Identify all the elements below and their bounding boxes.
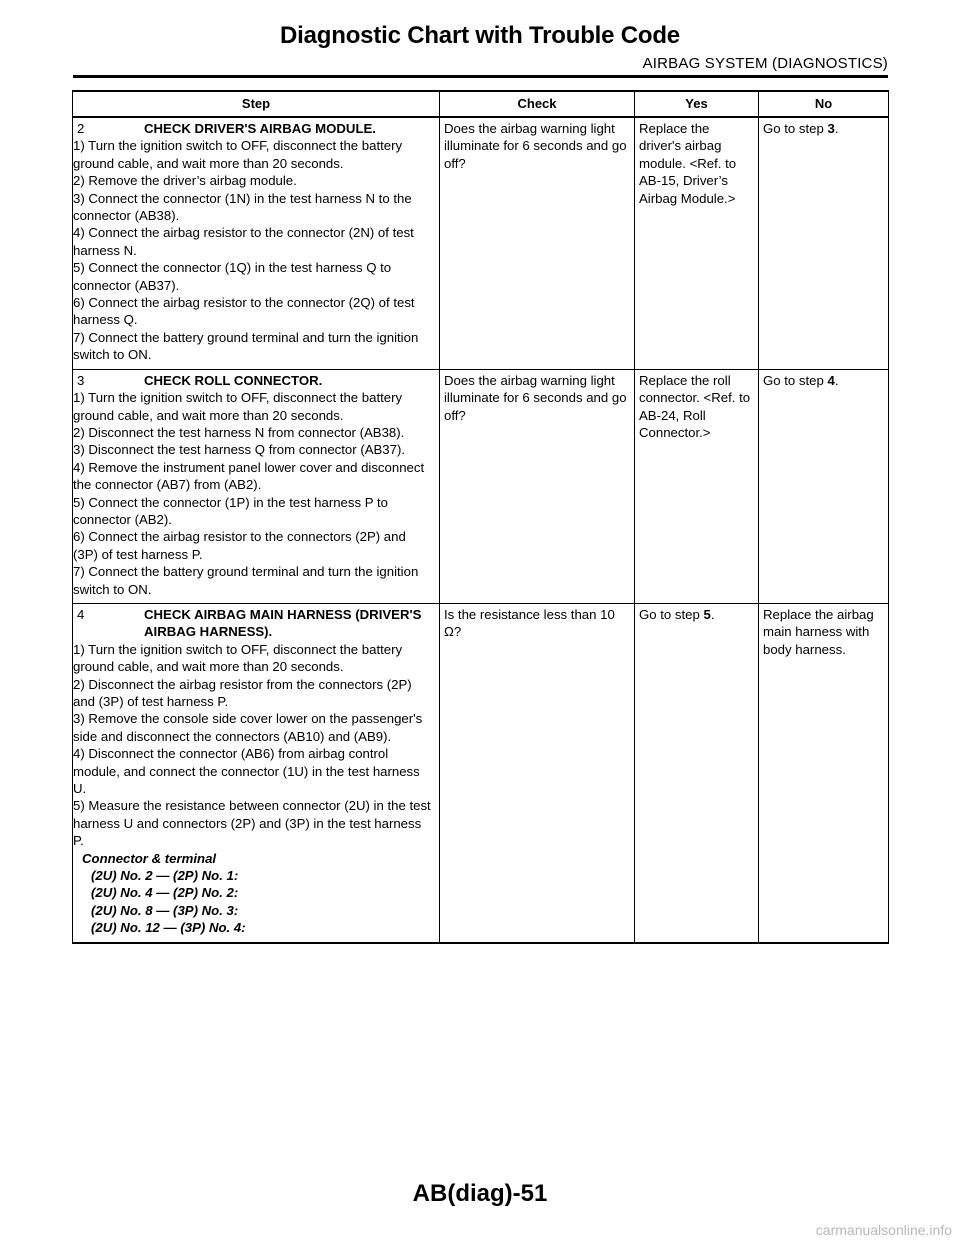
- step-instruction: 7) Connect the battery ground terminal and turn the ignition switch to ON.: [73, 564, 419, 597]
- step-instruction: 6) Connect the airbag resistor to the connector (2Q) of test harness Q.: [73, 295, 415, 328]
- step-instruction: 3) Remove the console side cover lower on the passenger's side and disconnect the connectors (AB10) and (AB9).: [73, 711, 423, 744]
- column-header-no: No: [759, 91, 889, 117]
- section-title: AIRBAG SYSTEM (DIAGNOSTICS): [642, 55, 888, 72]
- step-instruction: 1) Turn the ignition switch to OFF, disconnect the battery ground cable, and wait more than 20 seconds.: [73, 390, 403, 423]
- table-header-row: [73, 91, 889, 117]
- step-instruction: 4) Disconnect the connector (AB6) from airbag control module, and connect the connector (1U) in the test harness U.: [73, 746, 420, 797]
- column-header-step: Step: [73, 91, 440, 117]
- no-cell: Replace the airbag main harness with body harness.: [759, 603, 889, 942]
- next-step-number: 4: [827, 372, 835, 388]
- next-step-number: 5: [703, 606, 711, 622]
- step-instruction: 7) Connect the battery ground terminal and turn the ignition switch to ON.: [73, 329, 419, 363]
- step-number: 4: [77, 606, 85, 622]
- yes-cell: [635, 603, 759, 942]
- step-instruction: 5) Measure the resistance between connector (2U) in the test harness U and connectors (2P) and (3P) in the test harness P.: [73, 798, 431, 849]
- step-cell: [73, 603, 440, 942]
- step-number: 3: [77, 372, 85, 388]
- connector-spec-title: Connector & terminal: [82, 850, 217, 866]
- diagnostic-table: [72, 90, 889, 944]
- no-cell: [759, 369, 889, 603]
- watermark: carmanualsonline.info: [815, 1222, 952, 1238]
- step-cell: [73, 369, 440, 603]
- next-step-number: 3: [827, 121, 835, 136]
- yes-cell: Replace the driver's airbag module. <Ref. to AB-15, Driver’s Airbag Module.>: [635, 117, 759, 369]
- connector-spec-line: (2U) No. 8 — (3P) No. 3:: [91, 902, 239, 918]
- connector-spec-line: (2U) No. 12 — (3P) No. 4:: [91, 920, 246, 936]
- step-instruction: 2) Disconnect the test harness N from connector (AB38).: [73, 424, 405, 440]
- no-cell: [759, 117, 889, 369]
- header-divider: [73, 75, 888, 78]
- table-row-step-3: [73, 369, 889, 603]
- no-text: Go to step: [763, 372, 828, 388]
- step-instruction: 4) Connect the airbag resistor to the connector (2N) of test harness N.: [73, 225, 414, 258]
- step-cell: [73, 117, 440, 369]
- step-instruction: 2) Remove the driver’s airbag module.: [73, 173, 297, 189]
- check-cell: Does the airbag warning light illuminate for 6 seconds and go off?: [440, 117, 635, 369]
- step-instruction: 5) Connect the connector (1P) in the test harness P to connector (AB2).: [73, 494, 388, 527]
- yes-suffix: .: [710, 606, 715, 622]
- step-title: CHECK DRIVER'S AIRBAG MODULE.: [144, 121, 376, 136]
- step-instruction: 5) Connect the connector (1Q) in the test harness Q to connector (AB37).: [73, 260, 392, 293]
- step-title: CHECK ROLL CONNECTOR.: [144, 372, 323, 388]
- step-instruction: 2) Disconnect the airbag resistor from the connectors (2P) and (3P) of test harness P.: [73, 676, 412, 709]
- table-row-step-4: [73, 603, 889, 942]
- no-text: Go to step: [763, 121, 828, 136]
- no-suffix: .: [834, 372, 839, 388]
- yes-text: Go to step: [639, 606, 704, 622]
- page-number: AB(diag)-51: [412, 1180, 548, 1207]
- page-title: Diagnostic Chart with Trouble Code: [280, 22, 680, 49]
- column-header-check: Check: [440, 91, 635, 117]
- connector-spec-line: (2U) No. 2 — (2P) No. 1:: [91, 868, 239, 884]
- step-instruction: 1) Turn the ignition switch to OFF, disconnect the battery ground cable, and wait more than 20 seconds.: [73, 138, 403, 171]
- yes-cell: Replace the roll connector. <Ref. to AB-24, Roll Connector.>: [635, 369, 759, 603]
- step-instruction: 3) Connect the connector (1N) in the test harness N to the connector (AB38).: [73, 190, 412, 224]
- step-instruction: 6) Connect the airbag resistor to the connectors (2P) and (3P) of test harness P.: [73, 529, 406, 562]
- connector-spec-line: (2U) No. 4 — (2P) No. 2:: [91, 885, 239, 901]
- check-cell: Is the resistance less than 10 Ω?: [440, 603, 635, 942]
- step-instruction: 3) Disconnect the test harness Q from connector (AB37).: [73, 442, 406, 458]
- table-row-step-2: [73, 117, 889, 369]
- step-instruction: 1) Turn the ignition switch to OFF, disconnect the battery ground cable, and wait more than 20 seconds.: [73, 641, 403, 675]
- column-header-yes: Yes: [635, 91, 759, 117]
- step-instruction: 4) Remove the instrument panel lower cover and disconnect the connector (AB7) from (AB2).: [73, 459, 425, 493]
- no-suffix: .: [834, 121, 839, 136]
- step-title: CHECK AIRBAG MAIN HARNESS (DRIVER'S AIRBAG HARNESS).: [144, 606, 422, 640]
- check-cell: Does the airbag warning light illuminate for 6 seconds and go off?: [440, 369, 635, 603]
- step-number: 2: [77, 121, 85, 136]
